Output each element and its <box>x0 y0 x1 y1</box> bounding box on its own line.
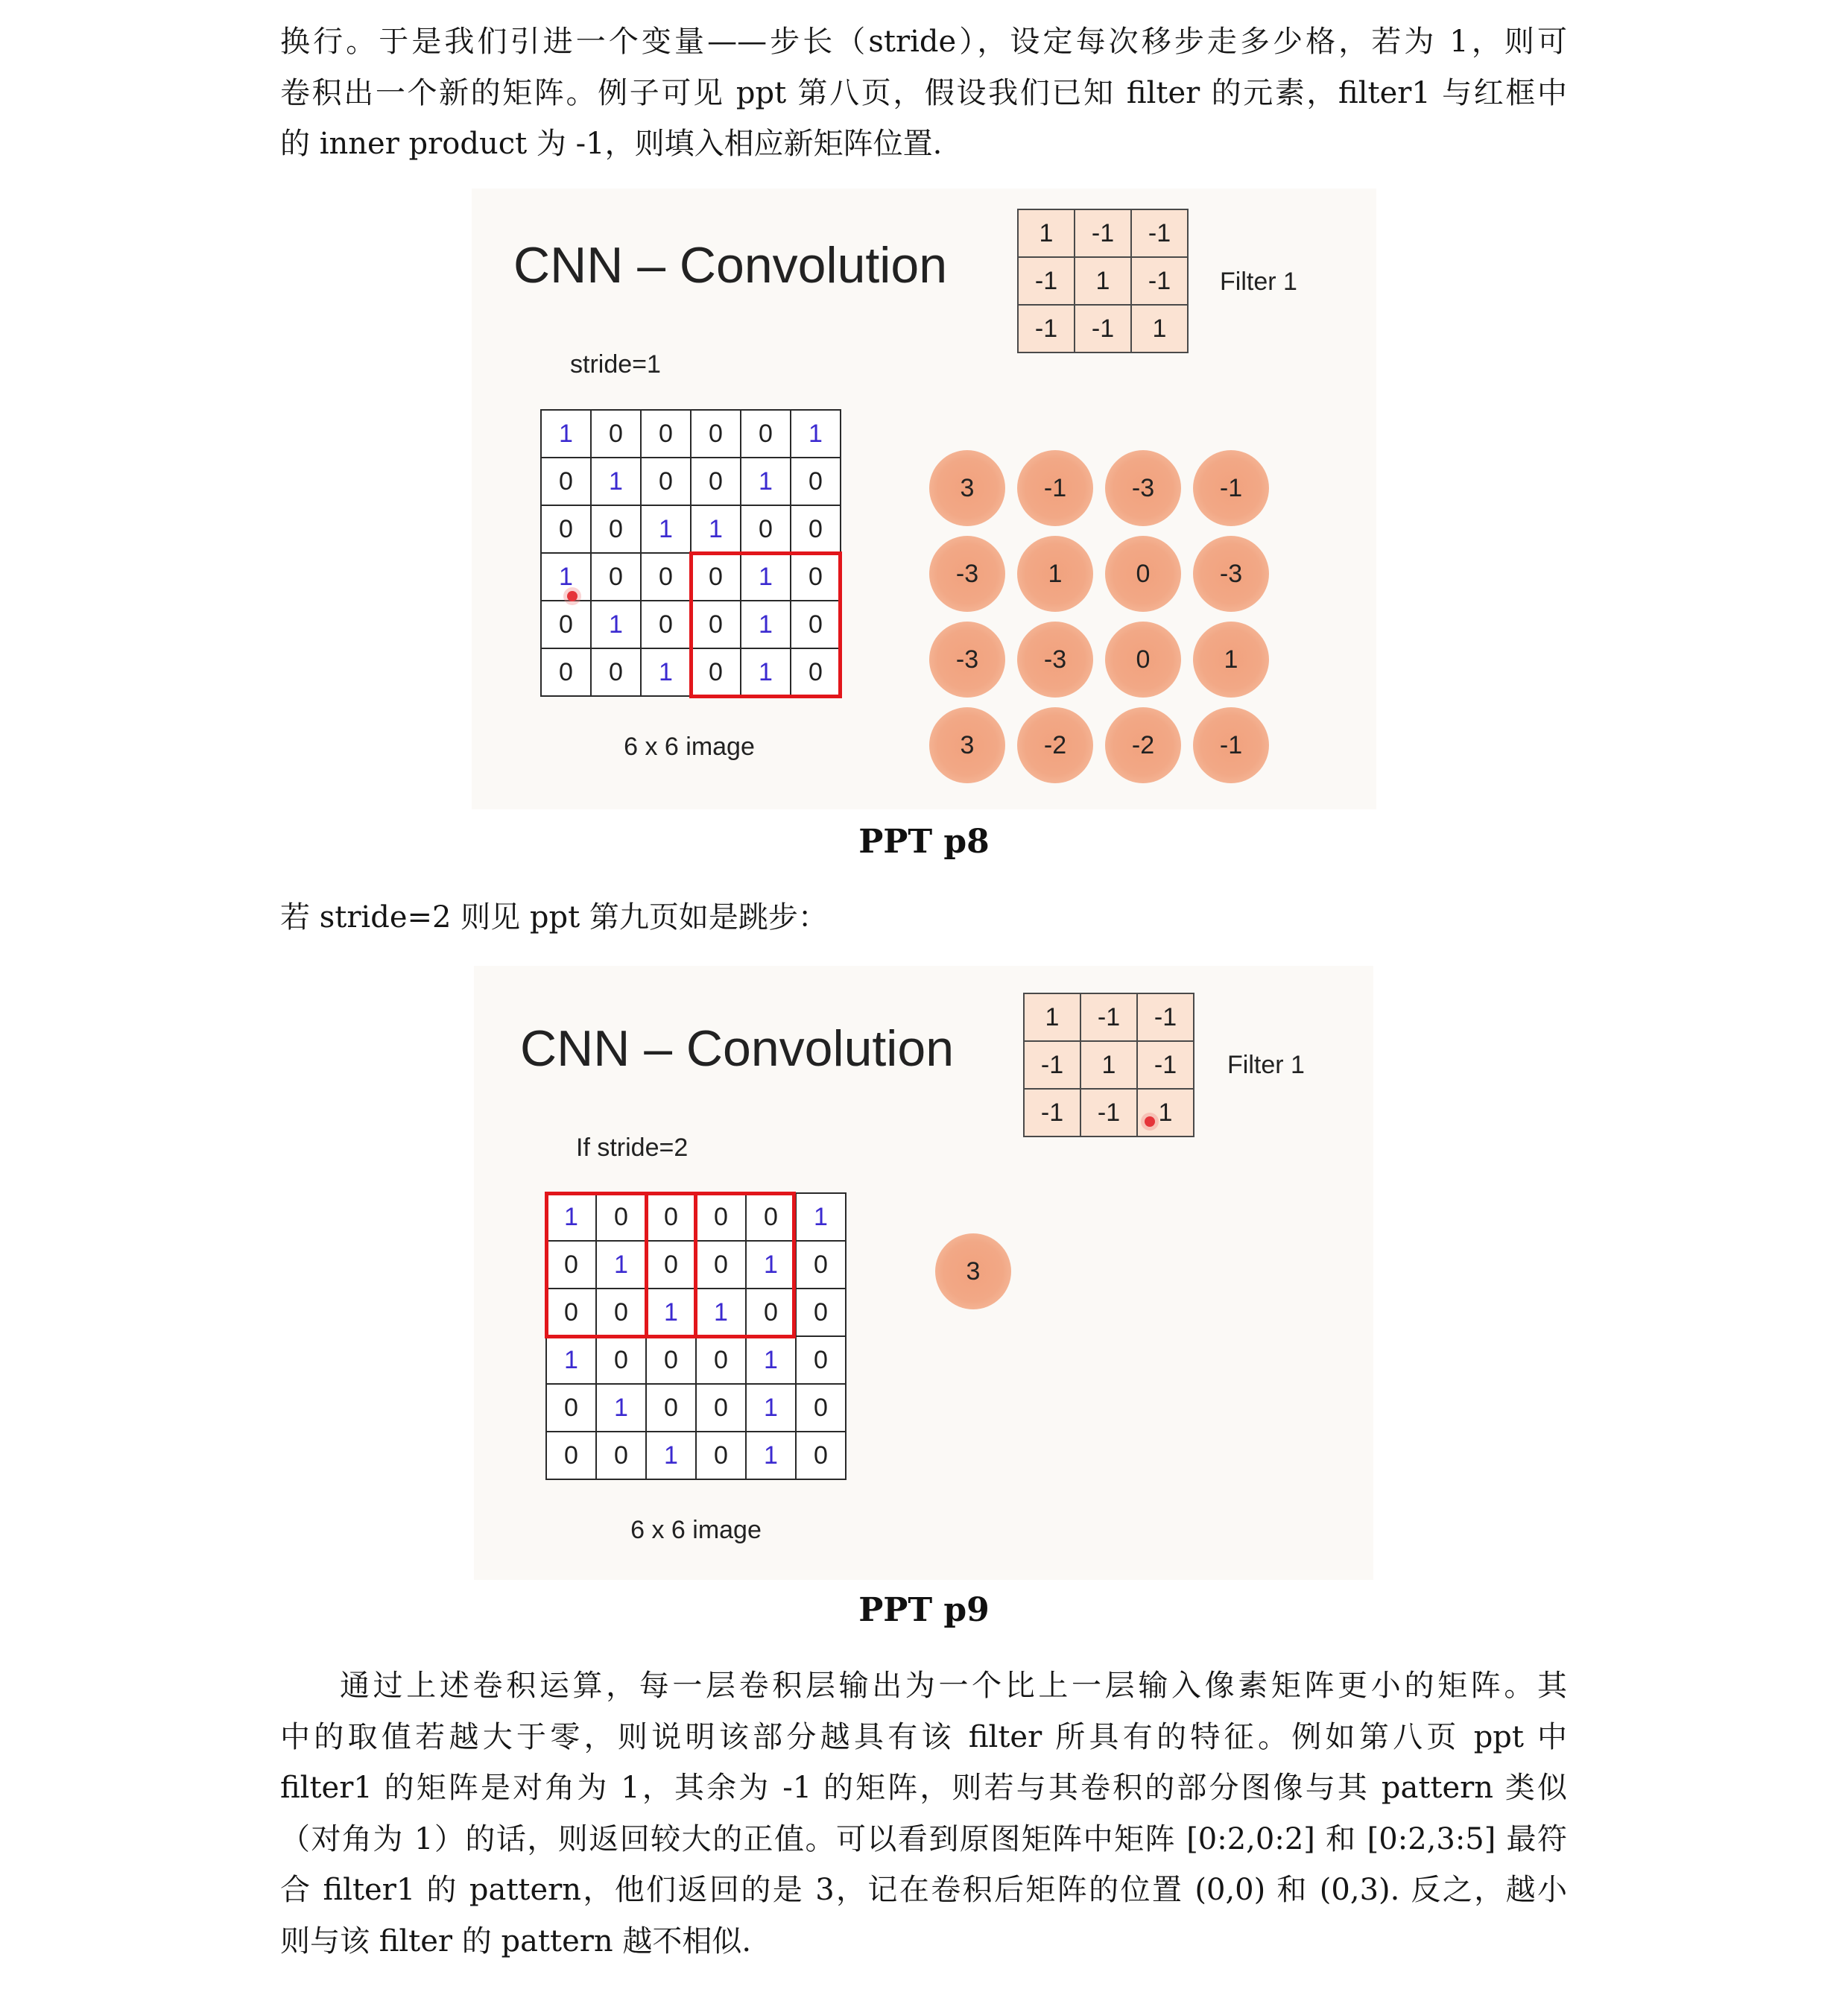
image-cell: 1 <box>692 506 741 554</box>
image-cell: 0 <box>692 458 741 506</box>
paragraph-stride-two <box>280 892 1567 943</box>
feature-map-value: -2 <box>1105 707 1181 783</box>
slide-figure-ppt-p8 <box>472 189 1376 809</box>
image-cell: 0 <box>747 1194 797 1242</box>
paragraph-line: 换行。于是我们引进一个变量——步长（stride），设定每次移步走多少格，若为 1，则可 <box>280 25 1567 59</box>
image-cell: 1 <box>741 458 791 506</box>
image-cell: 1 <box>647 1289 697 1337</box>
figure-caption: PPT p8 <box>858 823 990 861</box>
image-cell: 0 <box>592 554 642 601</box>
image-cell: 0 <box>791 554 841 601</box>
image-cell: 1 <box>697 1289 747 1337</box>
slide-title: CNN – Convolution <box>520 1020 955 1077</box>
image-cell: 0 <box>697 1242 747 1289</box>
slide-title: CNN – Convolution <box>513 237 948 294</box>
feature-map-value: 3 <box>929 450 1005 526</box>
filter-cell: -1 <box>1025 1090 1081 1137</box>
image-cell: 0 <box>692 554 741 601</box>
image-cell: 0 <box>791 506 841 554</box>
image-cell: 0 <box>797 1432 847 1480</box>
feature-map-value: -3 <box>1193 536 1269 612</box>
laser-pointer-dot <box>1145 1116 1155 1127</box>
paragraph-line: 合 filter1 的 pattern，他们返回的是 3，记在卷积后矩阵的位置 (0,0) 和 (0,3). 反之，越小 <box>280 1873 1567 1907</box>
filter-cell: -1 <box>1025 1042 1081 1090</box>
paragraph-stride-intro <box>280 16 1567 170</box>
image-cell: 1 <box>741 554 791 601</box>
filter-cell: -1 <box>1138 1042 1194 1090</box>
filter-matrix <box>1017 209 1189 353</box>
paragraph-line: （对角为 1）的话，则返回较大的正值。可以看到原图矩阵中矩阵 [0:2,0:2] 和 [0:2,3:5] 最符 <box>280 1821 1567 1856</box>
image-cell: 0 <box>597 1289 647 1337</box>
image-cell: 0 <box>797 1242 847 1289</box>
image-cell: 1 <box>547 1194 597 1242</box>
image-cell: 0 <box>547 1289 597 1337</box>
laser-pointer-dot <box>567 591 578 601</box>
image-cell: 1 <box>741 649 791 697</box>
image-cell: 1 <box>547 1337 597 1385</box>
image-cell: 0 <box>791 649 841 697</box>
feature-map-value: -1 <box>1017 450 1093 526</box>
image-cell: 0 <box>642 411 692 458</box>
filter-cell: -1 <box>1132 258 1189 306</box>
image-label: 6 x 6 image <box>630 1516 762 1544</box>
image-cell: 0 <box>697 1337 747 1385</box>
stride-label: If stride=2 <box>576 1134 689 1162</box>
image-cell: 1 <box>647 1432 697 1480</box>
image-cell: 0 <box>547 1242 597 1289</box>
convolution-window-highlight <box>689 551 842 698</box>
figure-caption: PPT p9 <box>858 1591 990 1629</box>
paragraph-line: 通过上述卷积运算，每一层卷积层输出为一个比上一层输入像素矩阵更小的矩阵。其 <box>340 1669 1567 1703</box>
image-cell: 1 <box>542 554 592 601</box>
image-cell: 0 <box>642 458 692 506</box>
feature-map-value: 0 <box>1105 536 1181 612</box>
image-cell: 0 <box>741 411 791 458</box>
image-cell: 0 <box>697 1432 747 1480</box>
image-cell: 0 <box>547 1385 597 1432</box>
image-label: 6 x 6 image <box>624 733 755 761</box>
paragraph-conclusion <box>280 1660 1567 1967</box>
feature-map-value: 3 <box>929 707 1005 783</box>
image-cell: 0 <box>592 649 642 697</box>
convolution-window-highlight <box>645 1192 796 1338</box>
filter-cell: 1 <box>1075 258 1132 306</box>
filter-cell: -1 <box>1019 306 1075 353</box>
image-cell: 1 <box>597 1385 647 1432</box>
filter-cell: -1 <box>1132 210 1189 258</box>
paragraph-line: 卷积出一个新的矩阵。例子可见 ppt 第八页，假设我们已知 filter 的元素，filter1 与红框中 <box>280 75 1567 110</box>
image-cell: 0 <box>597 1194 647 1242</box>
image-cell: 0 <box>791 601 841 649</box>
filter-cell: -1 <box>1138 994 1194 1042</box>
filter-cell: -1 <box>1019 258 1075 306</box>
feature-map-value: 0 <box>1105 622 1181 698</box>
image-cell: 0 <box>797 1337 847 1385</box>
filter-label: Filter 1 <box>1220 268 1297 296</box>
image-cell: 0 <box>697 1194 747 1242</box>
image-cell: 0 <box>747 1289 797 1337</box>
paragraph-line: 若 stride=2 则见 ppt 第九页如是跳步： <box>280 900 828 935</box>
image-cell: 0 <box>647 1194 697 1242</box>
image-cell: 1 <box>542 411 592 458</box>
image-cell: 0 <box>597 1432 647 1480</box>
image-cell: 1 <box>642 506 692 554</box>
image-cell: 1 <box>592 458 642 506</box>
image-cell: 1 <box>747 1432 797 1480</box>
filter-cell: 1 <box>1025 994 1081 1042</box>
image-cell: 0 <box>592 506 642 554</box>
image-cell: 1 <box>592 601 642 649</box>
feature-map-value: -2 <box>1017 707 1093 783</box>
image-cell: 1 <box>791 411 841 458</box>
image-cell: 0 <box>797 1289 847 1337</box>
image-cell: 0 <box>647 1337 697 1385</box>
image-cell: 0 <box>791 458 841 506</box>
feature-map-value: -3 <box>1105 450 1181 526</box>
image-cell: 1 <box>741 601 791 649</box>
image-cell: 1 <box>642 649 692 697</box>
image-cell: 1 <box>597 1242 647 1289</box>
paragraph-line: 的 inner product 为 -1，则填入相应新矩阵位置. <box>280 127 943 161</box>
filter-cell: -1 <box>1081 1090 1138 1137</box>
image-cell: 0 <box>642 554 692 601</box>
feature-map-value: 1 <box>1193 622 1269 698</box>
filter-matrix <box>1023 993 1194 1137</box>
slide-figure-ppt-p9 <box>474 966 1373 1580</box>
filter-cell: 1 <box>1138 1090 1194 1137</box>
image-cell: 0 <box>592 411 642 458</box>
feature-map-value: 1 <box>1017 536 1093 612</box>
feature-map-value: -3 <box>1017 622 1093 698</box>
feature-map-value: 3 <box>935 1233 1011 1309</box>
image-cell: 0 <box>692 649 741 697</box>
image-cell: 0 <box>647 1385 697 1432</box>
image-cell: 0 <box>542 458 592 506</box>
feature-map-value: -1 <box>1193 450 1269 526</box>
paragraph-line: filter1 的矩阵是对角为 1，其余为 -1 的矩阵，则若与其卷积的部分图像与其 pattern 类似 <box>280 1771 1567 1805</box>
filter-cell: -1 <box>1075 210 1132 258</box>
image-cell: 0 <box>547 1432 597 1480</box>
image-cell: 1 <box>747 1337 797 1385</box>
feature-map-value: -1 <box>1193 707 1269 783</box>
image-cell: 0 <box>647 1242 697 1289</box>
image-cell: 0 <box>597 1337 647 1385</box>
image-cell: 0 <box>542 506 592 554</box>
paragraph-line: 中的取值若越大于零，则说明该部分越具有该 filter 所具有的特征。例如第八页 ppt 中 <box>280 1719 1567 1754</box>
image-cell: 0 <box>797 1385 847 1432</box>
filter-cell: 1 <box>1081 1042 1138 1090</box>
paragraph-line: 则与该 filter 的 pattern 越不相似. <box>280 1923 752 1959</box>
image-cell: 0 <box>697 1385 747 1432</box>
stride-label: stride=1 <box>570 350 661 379</box>
image-cell: 1 <box>797 1194 847 1242</box>
image-cell: 0 <box>542 601 592 649</box>
filter-cell: 1 <box>1132 306 1189 353</box>
image-cell: 0 <box>542 649 592 697</box>
image-cell: 1 <box>747 1385 797 1432</box>
filter-cell: -1 <box>1075 306 1132 353</box>
feature-map-value: -3 <box>929 622 1005 698</box>
filter-cell: -1 <box>1081 994 1138 1042</box>
image-cell: 1 <box>747 1242 797 1289</box>
filter-label: Filter 1 <box>1227 1051 1305 1079</box>
image-cell: 0 <box>692 601 741 649</box>
image-cell: 0 <box>692 411 741 458</box>
image-cell: 0 <box>642 601 692 649</box>
filter-cell: 1 <box>1019 210 1075 258</box>
feature-map-value: -3 <box>929 536 1005 612</box>
image-cell: 0 <box>741 506 791 554</box>
